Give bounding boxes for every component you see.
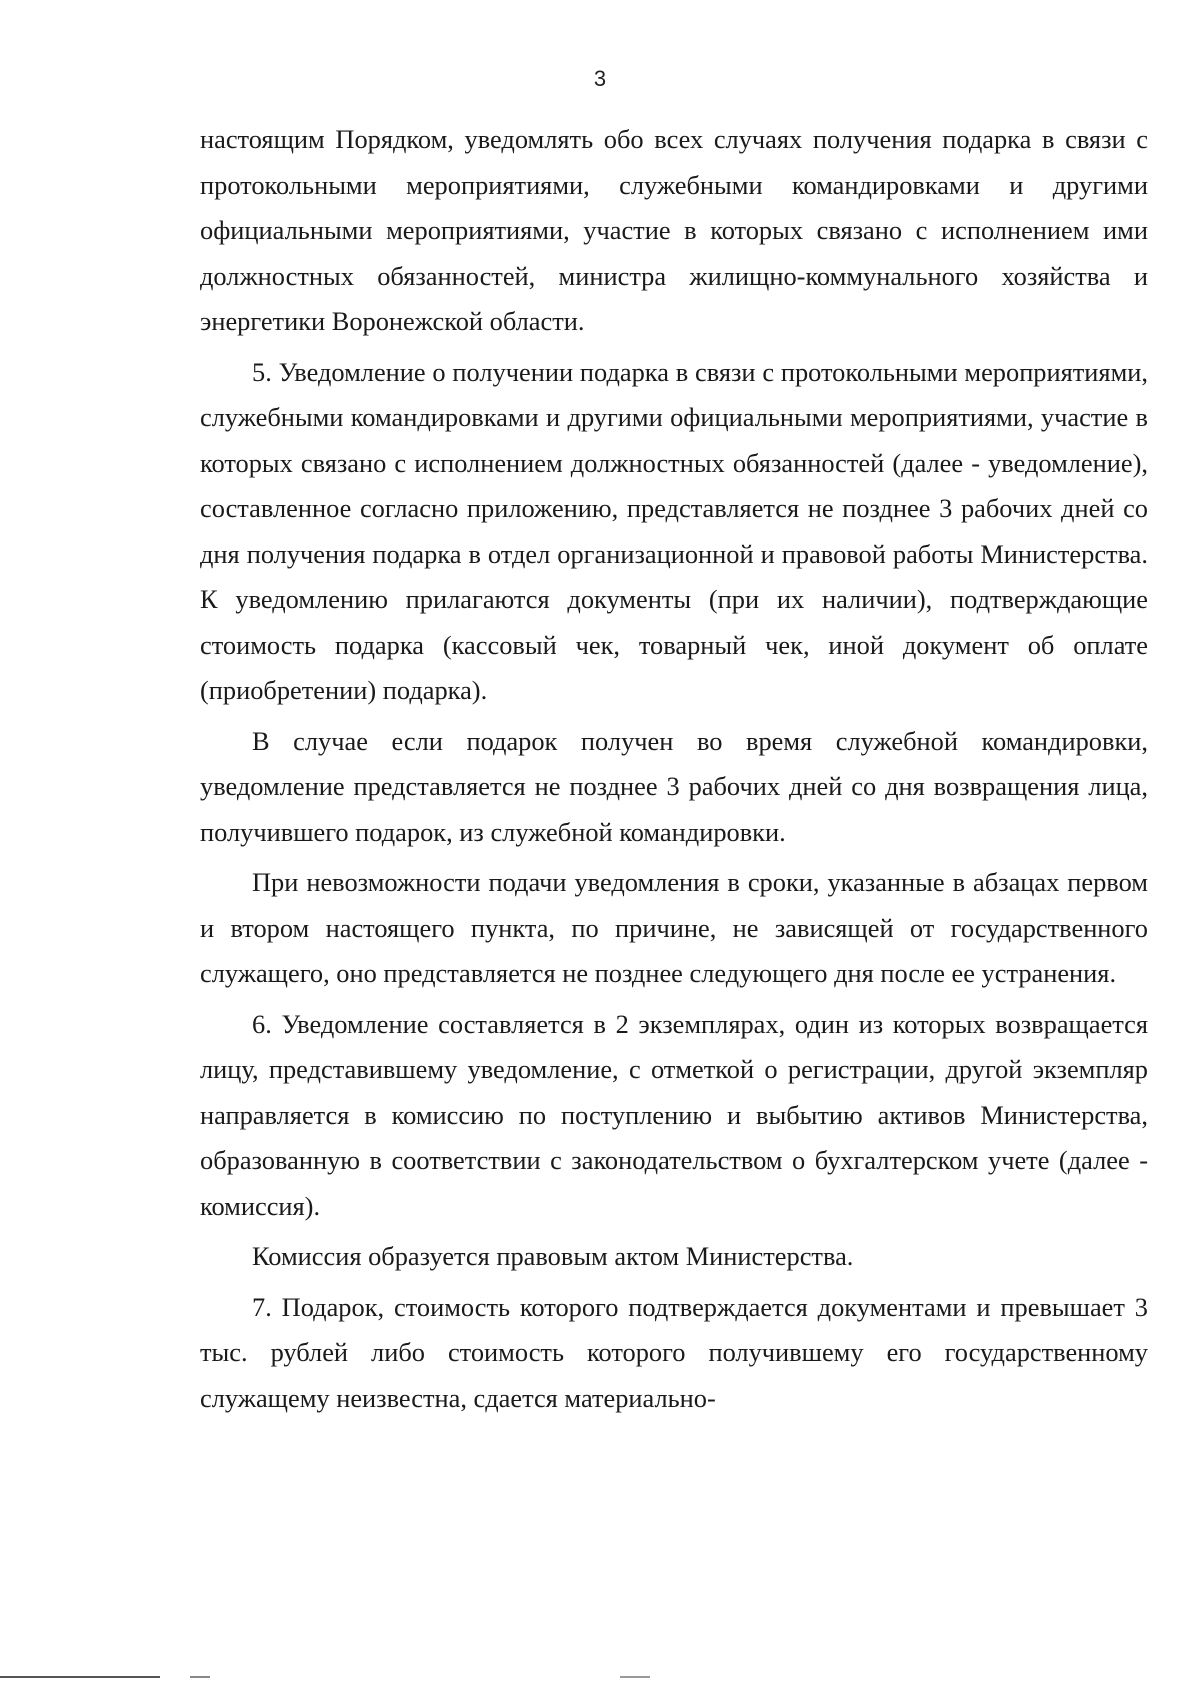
scan-edge-line bbox=[190, 1676, 210, 1678]
page-number: 3 bbox=[593, 66, 607, 91]
scan-edge-line bbox=[0, 1676, 160, 1678]
paragraph-commission: Комиссия образуется правовым актом Министерства. bbox=[252, 1241, 854, 1271]
paragraph-item-6: 6. Уведомление составляется в 2 экземплярах, один из которых возвращается лицу, представившему уведомление, с отметкой о регистрации, другой экземпляр направляется в комиссию по поступлению и выбытию активов Министерства, образованную в соответствии с законодательством о бухгалтерском учете (далее - комиссия). bbox=[200, 1008, 1148, 1221]
scan-edge-line bbox=[620, 1676, 650, 1678]
document-body bbox=[200, 117, 1148, 1421]
paragraph-item-5: 5. Уведомление о получении подарка в связи с протокольными мероприятиями, служебными командировками и другими официальными мероприятиями, участие в которых связано с исполнением должностных обязанностей (далее - уведомление), составленное согласно приложению, представляется не позднее 3 рабочих дней со дня получения подарка в отдел организационной и правовой работы Министерства. К уведомлению прилагаются документы (при их наличии), подтверждающие стоимость подарка (кассовый чек, товарный чек, иной документ об оплате (приобретении) подарка). bbox=[200, 356, 1148, 705]
paragraph-item-7: 7. Подарок, стоимость которого подтверждается документами и превышает 3 тыс. рублей либо стоимость которого получившему его государственному служащему неизвестна, сдается материально- bbox=[200, 1291, 1148, 1413]
paragraph-continuation: настоящим Порядком, уведомлять обо всех случаях получения подарка в связи с протокольными мероприятиями, служебными командировками и другими официальными мероприятиями, участие в которых связано с исполнением ими должностных обязанностей, министра жилищно-коммунального хозяйства и энергетики Воронежской области. bbox=[200, 124, 1148, 336]
paragraph-business-trip: В случае если подарок получен во время служебной командировки, уведомление представляется не позднее 3 рабочих дней со дня возвращения лица, получившего подарок, из служебной командировки. bbox=[200, 725, 1148, 847]
paragraph-impossibility: При невозможности подачи уведомления в сроки, указанные в абзацах первом и втором настоящего пункта, по причине, не зависящей от государственного служащего, оно представляется не позднее следующего дня после ее устранения. bbox=[200, 867, 1148, 988]
